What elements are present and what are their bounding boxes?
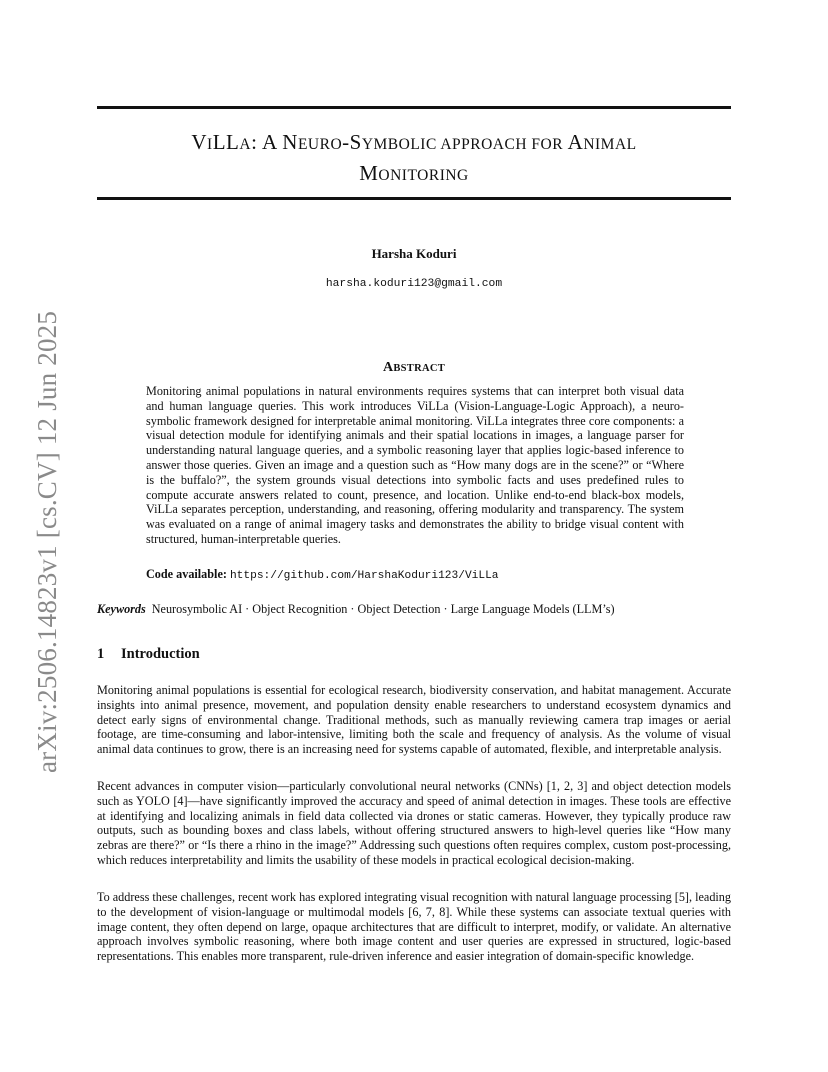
code-repository-link[interactable]: https://github.com/HarshaKoduri123/ViLLa — [229, 570, 499, 582]
paper-title — [97, 128, 731, 190]
keywords-list: Neurosymbolic AI · Object Recognition · Object Detection · Large Language Models (LLM’s) — [151, 602, 615, 616]
title-top-rule — [97, 106, 731, 109]
abstract-text: Monitoring animal populations in natural environments requires systems that can interpret both visual data and human language queries. This work introduces ViLLa (Vision-Language-Logic Approach), a neuro-symbolic framework designed for interpretable animal monitoring. ViLLa integrates three core components: a visual detection module for identifying animals and their spatial locations in images, a language parser for understanding natural language queries, and a symbolic reasoning layer that applies logic-based inference to answer those queries. Given an image and a question such as “How many dogs are in the scene?” or “Where is the buffalo?”, the system grounds visual detections into symbolic facts and uses predefined rules to compute accurate answers related to count, presence, and location. Unlike end-to-end black-box models, ViLLa separates perception, understanding, and reasoning, offering modularity and transparency. The system was evaluated on a range of animal imagery tasks and demonstrates the ability to bridge visual content with structured, human-interpretable queries. — [146, 384, 684, 546]
section-title: Introduction — [121, 646, 200, 662]
code-availability — [146, 567, 684, 584]
author-email[interactable]: harsha.koduri123@gmail.com — [325, 278, 503, 290]
section-heading-introduction — [97, 645, 200, 663]
paper-title-line-1: VILLA: A NEURO-SYMBOLIC APPROACH FOR ANIMAL — [191, 130, 637, 154]
section-number: 1 — [97, 646, 105, 662]
abstract-heading: ABSTRACT — [382, 360, 446, 375]
title-bottom-rule — [97, 197, 731, 200]
intro-paragraph: Monitoring animal populations is essential for ecological research, biodiversity conservation, and habitat management. Accurate insights into animal presence, movement, and population density enable researchers to understand ecosystem dynamics and detect early signs of environmental change. Traditional methods, such as manually reviewing camera trap images or aerial footage, are time-consuming and labor-intensive, limiting both the scale and frequency of analysis. As the volume of visual animal data continues to grow, there is an increasing need for systems capable of automated, flexible, and interpretable analysis. — [97, 683, 731, 757]
code-available-label: Code available: — [146, 567, 227, 581]
keywords-label: Keywords — [97, 602, 146, 616]
intro-paragraph: To address these challenges, recent work has explored integrating visual recognition with natural language processing [5], leading to the development of vision-language or multimodal models [6, 7, 8]. While these systems can associate textual queries with image content, they often depend on large, opaque architectures that are difficult to interpret, modify, or validate. An alternative approach involves symbolic reasoning, where both image content and user queries are expressed in structured, logic-based representations. This enables more transparent, rule-driven inference and easier integration of domain-specific knowledge. — [97, 890, 731, 964]
intro-paragraph: Recent advances in computer vision—particularly convolutional neural networks (CNNs) [1, 2, 3] and object detection models such as YOLO [4]—have significantly improved the accuracy and speed of animal detection in images. These tools are effective at identifying and localizing animals in field data collected via drones or static cameras. However, they typically produce raw outputs, such as bounding boxes and class labels, without offering structured answers to high-level queries like “How many zebras are there?” or “Is there a rhino in the image?” Addressing such questions often requires complex, custom post-processing, which reduces interpretability and limits the usability of these models in practical ecological decision-making. — [97, 779, 731, 867]
paper-title-line-2: MONITORING — [359, 161, 469, 185]
author-name: Harsha Koduri — [371, 246, 457, 261]
keywords — [97, 602, 731, 617]
arxiv-identifier-stamp: arXiv:2506.14823v1 [cs.CV] 12 Jun 2025 — [32, 310, 62, 773]
